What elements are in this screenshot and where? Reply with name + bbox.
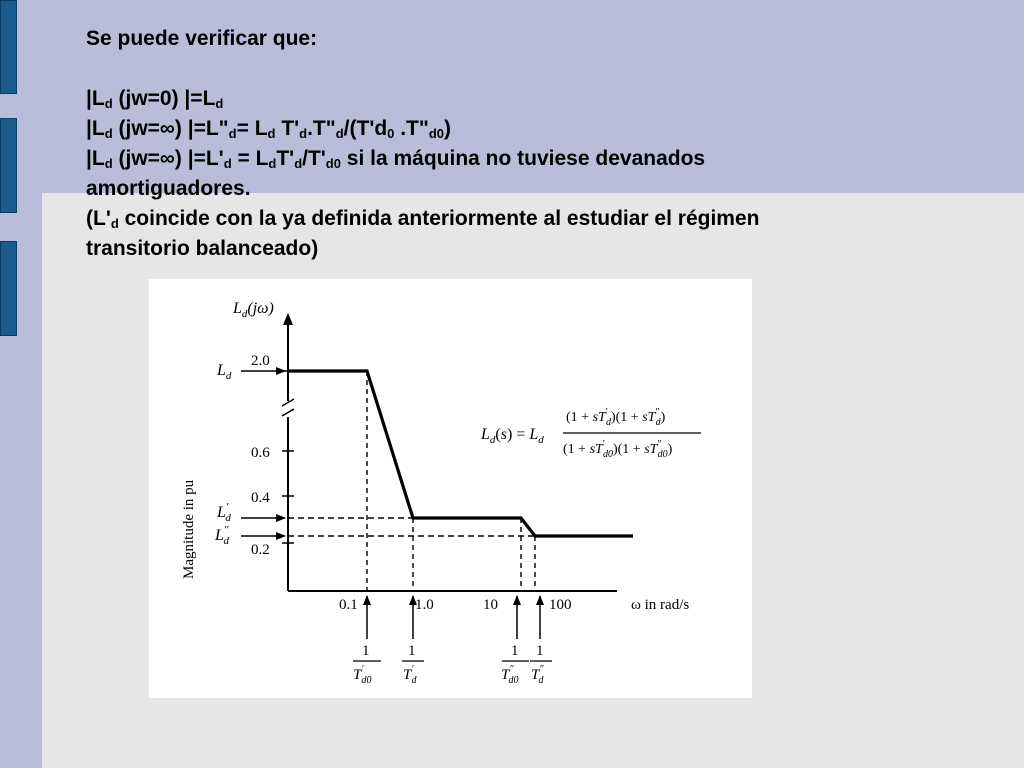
level-label-ld: $L_d$	[217, 362, 232, 382]
svg-text:1: 1	[362, 643, 370, 659]
axis-break-mark	[282, 409, 294, 416]
slide-heading: Se puede verificar que:	[86, 27, 318, 50]
side-tab-3	[0, 241, 17, 336]
line-amortiguadores: amortiguadores.	[86, 177, 251, 200]
svg-text:(1 + sT′d)(1 + sT″d): (1 + sT′ d)(1 + sT″ d)	[566, 407, 666, 428]
side-tab-1	[0, 0, 17, 94]
line-ld-zero: $|L_d$ (jw=0) $|=L_d$	[86, 87, 224, 111]
y-tick-label: 0.4	[251, 490, 270, 506]
svg-text:1: 1	[536, 643, 544, 659]
level-label-ld-transient: L′ d	[217, 501, 231, 524]
x-tick-label: 1.0	[415, 597, 434, 613]
svg-text:1: 1	[408, 643, 416, 659]
y-tick-label: 0.2	[251, 542, 270, 558]
svg-text:1: 1	[511, 643, 519, 659]
line-coincide: ($L'_d$ coincide con la ya definida anteriormente al estudiar el régimen	[86, 207, 760, 231]
x-tick-label: 100	[549, 597, 572, 613]
svg-text:T″d0: T″ d0	[501, 664, 519, 686]
frequency-response-diagram	[149, 279, 752, 698]
corner-label-1-over-td	[402, 643, 424, 686]
corner-label-1-over-tdd0	[501, 643, 529, 686]
frequency-response-figure	[149, 279, 752, 698]
y-tick-label: 0.6	[251, 445, 270, 461]
svg-text:T″d: T″ d	[531, 664, 544, 686]
svg-text:T′d: T′ d	[403, 664, 417, 686]
corner-label-1-over-td0	[353, 643, 381, 686]
line-ld-infinity-transient: $|L_d$ (jw=∞) $|=L'_d = L_dT'_d/T'_{d0}$ si la máquina no tuviese devanados	[86, 147, 706, 171]
left-strip	[0, 0, 42, 768]
side-tab-2	[0, 118, 17, 213]
svg-text:T′d0: T′ d0	[353, 664, 372, 686]
y-axis-title: $L_d(j\omega)$	[233, 300, 274, 320]
slide-text	[86, 24, 986, 264]
line-ld-infinity-subtransient: $|L_d$ (jw=∞) $|=L"_d= L_d$ $T'_d.T"_d/(T'd_0$ $.T"_{d0}$)	[86, 117, 452, 141]
blank-line	[86, 54, 986, 84]
y-axis-arrowhead	[283, 313, 293, 325]
x-tick-label: 10	[483, 597, 498, 613]
transfer-function-formula	[480, 407, 701, 460]
x-axis-label: ω in rad/s	[631, 597, 690, 613]
line-transitorio: transitorio balanceado)	[86, 237, 319, 260]
svg-text:Ld(s) = Ld: $L_d(s) = L_d$	[481, 426, 544, 446]
level-label-ld-subtransient: L″ d	[215, 524, 229, 547]
y-axis-label: Magnitude in pu	[181, 479, 197, 579]
x-tick-label: 0.1	[339, 597, 358, 613]
y-tick-label: 2.0	[251, 353, 270, 369]
svg-text:(1 + sT′d0)(1 + sT″d0): (1 + sT′ d0)(1 + sT″ d0)	[563, 439, 673, 460]
corner-label-1-over-tdd	[530, 643, 552, 686]
